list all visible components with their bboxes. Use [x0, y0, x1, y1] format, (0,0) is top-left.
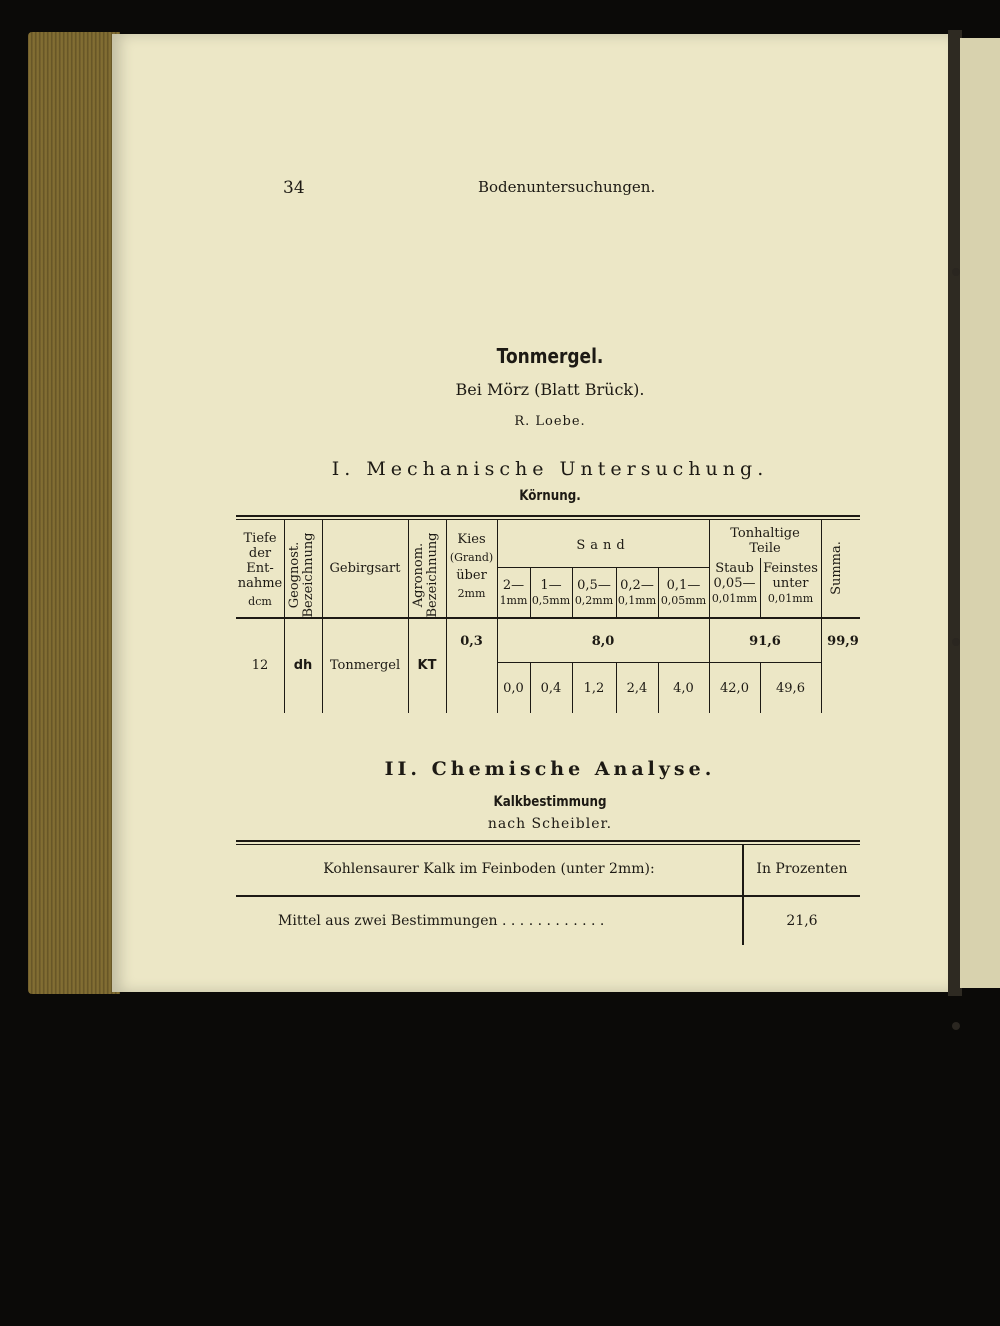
next-page-edge	[960, 38, 1000, 988]
cell-tiefe: 12	[251, 658, 269, 673]
binding-hole	[952, 1022, 960, 1030]
cell-gebirgsart: Tonmergel	[329, 658, 401, 673]
cell-sand-total: 8,0	[591, 634, 615, 649]
header-sand-col: 0,2— 0,1mm	[617, 578, 657, 607]
author-line: R. Loebe.	[514, 414, 586, 429]
header-kalk: Kohlensaurer Kalk im Feinboden (unter 2mm):	[323, 861, 655, 877]
book-page-edges	[28, 32, 120, 994]
header-tonhaltige: Tonhaltige Teile	[730, 526, 800, 556]
row-label: Mittel aus zwei Bestimmungen . . . . . . . . . . . .	[278, 913, 605, 929]
header-staub: Staub 0,05— 0,01mm	[711, 561, 758, 605]
section-subheading: Kalkbestimmung	[493, 794, 607, 810]
cell-sand-value: 2,4	[626, 681, 648, 696]
cell-ton-total: 91,6	[749, 634, 781, 649]
cell-sand-value: 0,0	[503, 681, 524, 696]
row-value: 21,6	[786, 913, 818, 929]
header-prozent: In Prozenten	[756, 861, 848, 877]
header-sand-col: 0,1— 0,05mm	[660, 578, 707, 607]
cell-agronom: KT	[417, 658, 437, 673]
header-kies: Kies (Grand) über 2mm	[449, 532, 494, 600]
running-head: Bodenuntersuchungen.	[478, 178, 656, 196]
header-summa: Summa.	[829, 541, 844, 595]
cell-sand-value: 0,4	[540, 681, 562, 696]
binding-hole	[952, 268, 960, 276]
section-heading: II. Chemische Analyse.	[384, 758, 716, 780]
method-line: nach Scheibler.	[487, 816, 613, 832]
cell-geognost: dh	[293, 658, 313, 673]
cell-ton-value: 42,0	[720, 681, 749, 696]
header-sand: Sand	[576, 538, 630, 553]
cell-sand-value: 1,2	[583, 681, 605, 696]
section-subheading: Körnung.	[519, 488, 581, 504]
header-sand-col: 2— 1mm	[499, 578, 528, 607]
header-gebirgsart: Gebirgsart	[329, 561, 401, 576]
binding-hole	[952, 638, 960, 646]
header-agronom: Agronom. Bezeichnung	[411, 532, 440, 618]
header-sand-col: 0,5— 0,2mm	[574, 578, 614, 607]
document-title: Tonmergel.	[496, 344, 604, 368]
location-line: Bei Mörz (Blatt Brück).	[455, 380, 645, 399]
header-tiefe: Tiefe der Ent- nahme dcm	[237, 531, 283, 608]
cell-summa: 99,9	[827, 634, 859, 649]
cell-kies: 0,3	[460, 634, 483, 649]
page-number: 34	[283, 178, 305, 198]
header-sand-col: 1— 0,5mm	[531, 578, 571, 607]
cell-ton-value: 49,6	[776, 681, 805, 696]
cell-sand-value: 4,0	[673, 681, 694, 696]
section-heading: I. Mechanische Untersuchung.	[331, 458, 769, 480]
header-geognost: Geognost. Bezeichnung	[287, 532, 316, 618]
header-feinstes: Feinstes unter 0,01mm	[763, 561, 818, 605]
